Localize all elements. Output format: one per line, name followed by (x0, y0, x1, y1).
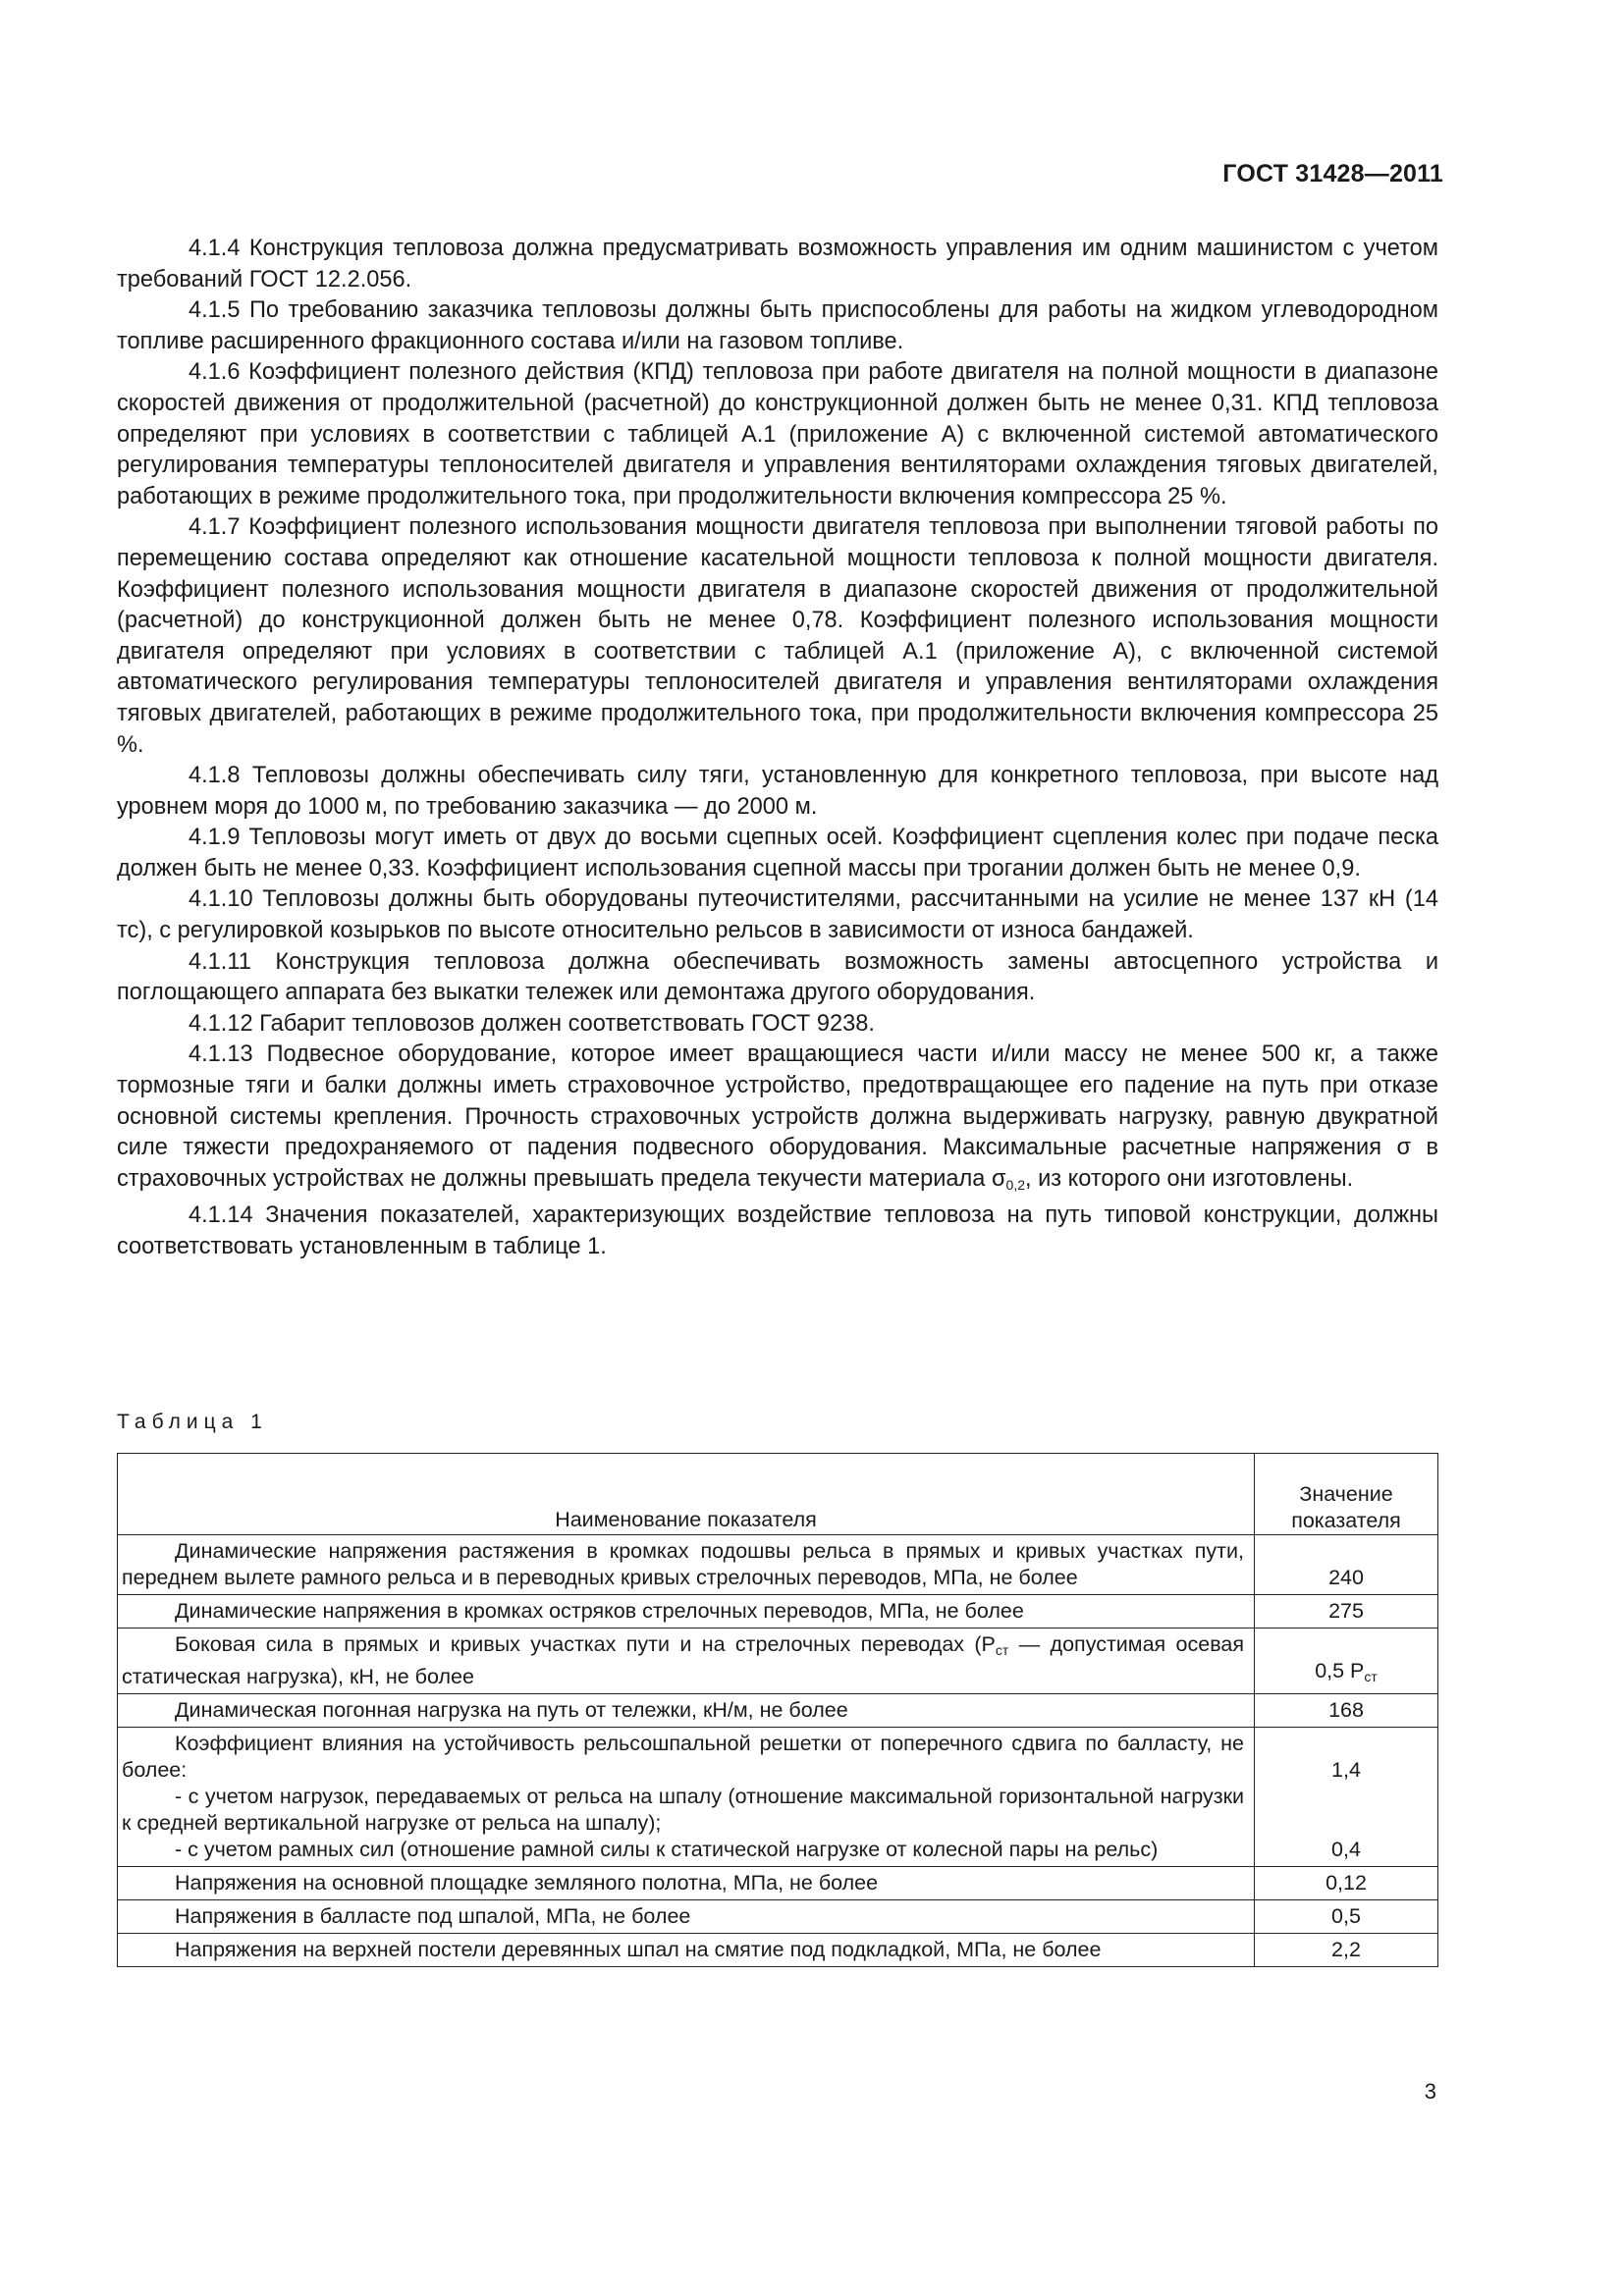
document-header: ГОСТ 31428—2011 (1222, 160, 1443, 187)
indicator-name: Коэффициент влияния на устойчивость рельсошпальной решетки от поперечного сдвига по балласту, не более: - с учетом нагрузок, передаваемых от рельса на шпалу (отношение максимальной горизонтальной нагрузки к средней вертикальной нагрузке от рельса на шпалу); - с учетом рамных сил (отношение рамной силы к статической нагрузке от колесной пары на рельс) (118, 1728, 1255, 1867)
indicator-value: 2,2 (1255, 1934, 1438, 1967)
table-row (118, 1595, 1438, 1629)
paragraph-4-1-13 (117, 1040, 1438, 1201)
paragraph-4-1-12: 4.1.12 Габарит тепловозов должен соответствовать ГОСТ 9238. (189, 1010, 875, 1037)
indicator-name: Динамическая погонная нагрузка на путь от тележки, кН/м, не более (118, 1694, 1255, 1728)
indicator-name: Динамические напряжения в кромках остряков стрелочных переводов, МПа, не более (118, 1595, 1255, 1629)
table-row (118, 1535, 1438, 1595)
indicator-name: Боковая сила в прямых и кривых участках пути и на стрелочных переводах ($P_{ст}$ — допустимая осевая статическая нагрузка), кН, не более (118, 1629, 1255, 1694)
table-caption: Таблица 1 (117, 1411, 268, 1433)
indicator-name: Напряжения на основной площадке земляного полотна, МПа, не более (118, 1867, 1255, 1900)
paragraph-4-1-10: 4.1.10 Тепловозы должны быть оборудованы путеочистителями, рассчитанными на усилие не менее 137 кН (14 тс), с регулировкой козырьков по высоте относительно рельсов в зависимости от износа бандажей. (117, 886, 1438, 944)
column-header-name: Наименование показателя (118, 1454, 1255, 1535)
indicator-value: 168 (1255, 1694, 1438, 1728)
indicator-value: 0,12 (1255, 1867, 1438, 1900)
indicator-name: Динамические напряжения растяжения в кромках подошвы рельса в прямых и кривых участках пути, переднем вылете рамного рельса и в переводных кривых стрелочных переводов, МПа, не более (118, 1535, 1255, 1595)
table-row (118, 1867, 1438, 1900)
paragraph-4-1-7: 4.1.7 Коэффициент полезного использования мощности двигателя тепловоза при выполнении тяговой работы по перемещению состава определяют как отношение касательной мощности тепловоза к полной мощности двигателя. Коэффициент полезного использования мощности двигателя в диапазоне скоростей движения от продолжительной (расчетной) до конструкционной должен быть не менее 0,78. Коэффициент полезного использования мощности двигателя определяют при условиях в соответствии с таблицей А.1 (приложение А), с включенной системой автоматического регулирования температуры теплоносителей двигателя и управления вентиляторами охлаждения тяговых двигателей, работающих в режиме продолжительного тока, при продолжительности включения компрессора 25 %. (117, 514, 1438, 758)
indicators-table (117, 1453, 1438, 1967)
sigma-subscript: 0,2 (1005, 1176, 1026, 1193)
indicator-value: 0,5 (1255, 1900, 1438, 1934)
column-header-value: Значение показателя (1255, 1454, 1438, 1535)
indicator-value: 275 (1255, 1595, 1438, 1629)
indicator-name: Напряжения на верхней постели деревянных шпал на смятие под подкладкой, МПа, не более (118, 1934, 1255, 1967)
paragraph-4-1-14: 4.1.14 Значения показателей, характеризующих воздействие тепловоза на путь типовой конструкции, должны соответствовать установленным в таблице 1. (117, 1202, 1438, 1259)
paragraph-4-1-13-tail: , из которого они изготовлены. (1025, 1165, 1354, 1192)
table-row (118, 1694, 1438, 1728)
page-number: 3 (1424, 2079, 1436, 2104)
indicator-name: Напряжения в балласте под шпалой, МПа, не более (118, 1900, 1255, 1934)
table-row (118, 1728, 1438, 1867)
table-header-row (118, 1454, 1438, 1535)
paragraph-4-1-4: 4.1.4 Конструкция тепловоза должна предусматривать возможность управления им одним машинистом с учетом требований ГОСТ 12.2.056. (117, 236, 1438, 293)
paragraph-4-1-8: 4.1.8 Тепловозы должны обеспечивать силу тяги, установленную для конкретного тепловоза, при высоте над уровнем моря до 1000 м, по требованию заказчика — до 2000 м. (117, 763, 1438, 820)
indicator-value: 1,4 0,4 (1255, 1728, 1438, 1867)
table-row (118, 1900, 1438, 1934)
table-row (118, 1934, 1438, 1967)
paragraph-4-1-13-main: 4.1.13 Подвесное оборудование, которое имеет вращающиеся части и/или массу не менее 500 кг, а также тормозные тяги и балки должны иметь страховочное устройство, предотвращающее его падение на путь при отказе основной системы крепления. Прочность страховочных устройств должна выдерживать нагрузку, равную двукратной силе тяжести предохраняемого от падения подвесного оборудования. Максимальные расчетные напряжения σ в страховочных устройствах не должны превышать предела текучести материала σ (117, 1041, 1438, 1192)
paragraph-4-1-11: 4.1.11 Конструкция тепловоза должна обеспечивать возможность замены автосцепного устройства и поглощающего аппарата без выкатки тележек или демонтажа другого оборудования. (117, 948, 1438, 1006)
indicator-value: 240 (1255, 1535, 1438, 1595)
indicator-value: 0,5 $P_{ст}$ (1255, 1629, 1438, 1694)
document-body (117, 234, 1438, 1263)
paragraph-4-1-5: 4.1.5 По требованию заказчика тепловозы должны быть приспособлены для работы на жидком углеводородном топливе расширенного фракционного состава и/или на газовом топливе. (117, 297, 1438, 354)
paragraph-4-1-9: 4.1.9 Тепловозы могут иметь от двух до восьми сцепных осей. Коэффициент сцепления колес при подаче песка должен быть не менее 0,33. Коэффициент использования сцепной массы при трогании должен быть не менее 0,9. (117, 825, 1438, 881)
paragraph-4-1-6: 4.1.6 Коэффициент полезного действия (КПД) тепловоза при работе двигателя на полной мощности в диапазоне скоростей движения от продолжительной (расчетной) до конструкционной должен быть не менее 0,31. КПД тепловоза определяют при условиях в соответствии с таблицей А.1 (приложение А) с включенной системой автоматического регулирования температуры теплоносителей двигателя и управления вентиляторами охлаждения тяговых двигателей, работающих в режиме продолжительного тока, при продолжительности включения компрессора 25 %. (117, 359, 1438, 509)
table-row (118, 1629, 1438, 1694)
